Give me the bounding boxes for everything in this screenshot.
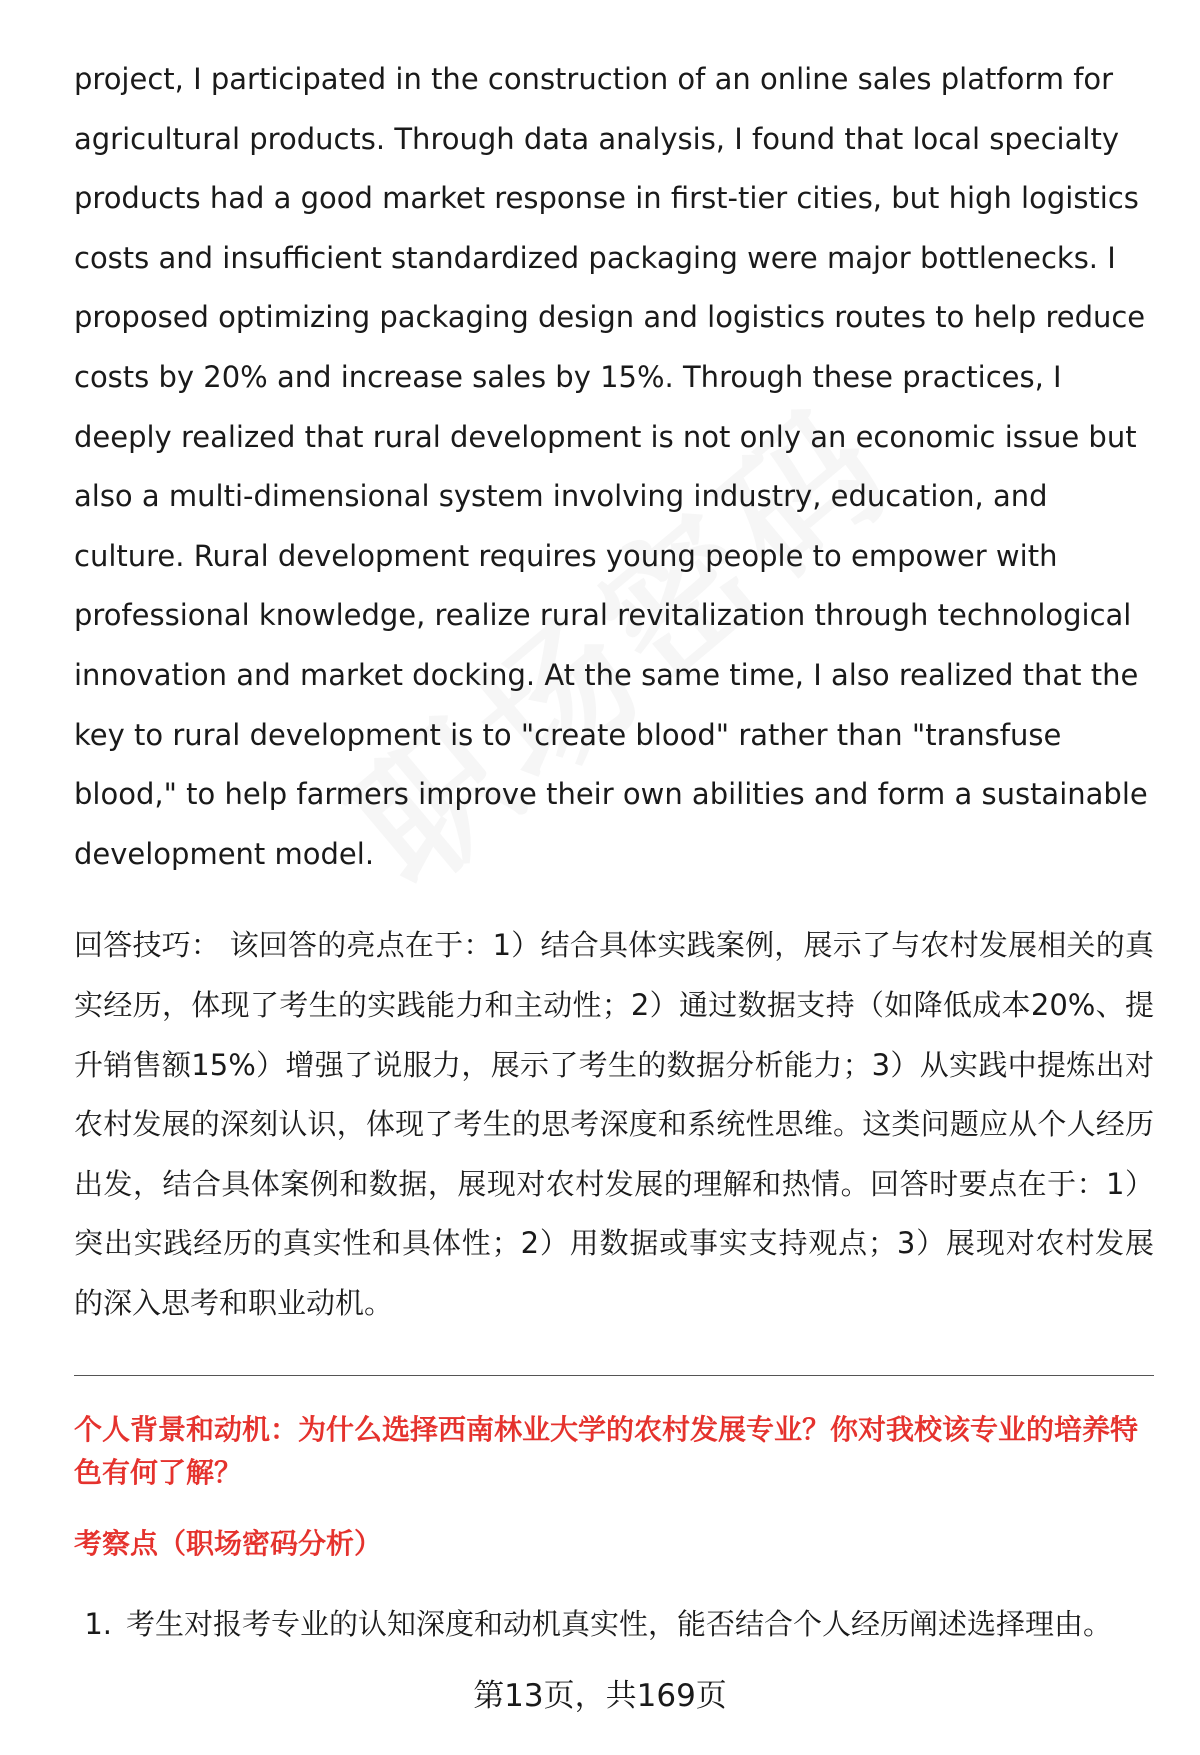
list-item bbox=[74, 1604, 1154, 1644]
list-item-text: 考生对报考专业的认知深度和动机真实性，能否结合个人经历阐述选择理由。 bbox=[126, 1607, 1113, 1642]
answer-paragraph: project, I participated in the construction of an online sales platform for agricultural products. Through data analysis, I found that local specialty products had a good market response in first-tier cities, but high logistics costs and insufficient standardized packaging were major bottlenecks. I proposed optimizing packaging design and logistics routes to help reduce costs by 20% and increase sales by 15%. Through these practices, I deeply realized that rural development is not only an economic issue but also a multi-dimensional system involving industry, education, and culture. Rural development requires young people to empower with professional knowledge, realize rural revitalization through technological innovation and market docking. At the same time, I also realized that the key to rural development is to "create blood" rather than "transfuse blood," to help farmers improve their own abilities and form a sustainable development model. bbox=[74, 62, 1148, 871]
question-heading: 个人背景和动机：为什么选择西南林业大学的农村发展专业？你对我校该专业的培养特色有何了解？ bbox=[74, 1413, 1139, 1490]
tips-text: 该回答的亮点在于：1）结合具体实践案例，展示了与农村发展相关的真实经历，体现了考生的实践能力和主动性；2）通过数据支持（如降低成本20%、提升销售额15%）增强了说服力，展示了考生的数据分析能力；3）从实践中提炼出对农村发展的深刻认识，体现了考生的思考深度和系统性思维。这类问题应从个人经历出发，结合具体案例和数据，展现对农村发展的理解和热情。回答时要点在于：1）突出实践经历的真实性和具体性；2）用数据或事实支持观点；3）展现对农村发展的深入思考和职业动机。 bbox=[74, 928, 1154, 1320]
page-content bbox=[74, 50, 1154, 1644]
answer-tips bbox=[74, 916, 1154, 1333]
analysis-points-list bbox=[74, 1604, 1154, 1644]
list-item-number: 1. bbox=[84, 1607, 112, 1642]
section-divider bbox=[74, 1375, 1154, 1376]
analysis-section-title: 考察点（职场密码分析） bbox=[74, 1527, 383, 1561]
page-number: 第13页，共169页 bbox=[473, 1678, 727, 1714]
tips-label: 回答技巧： bbox=[74, 928, 221, 963]
